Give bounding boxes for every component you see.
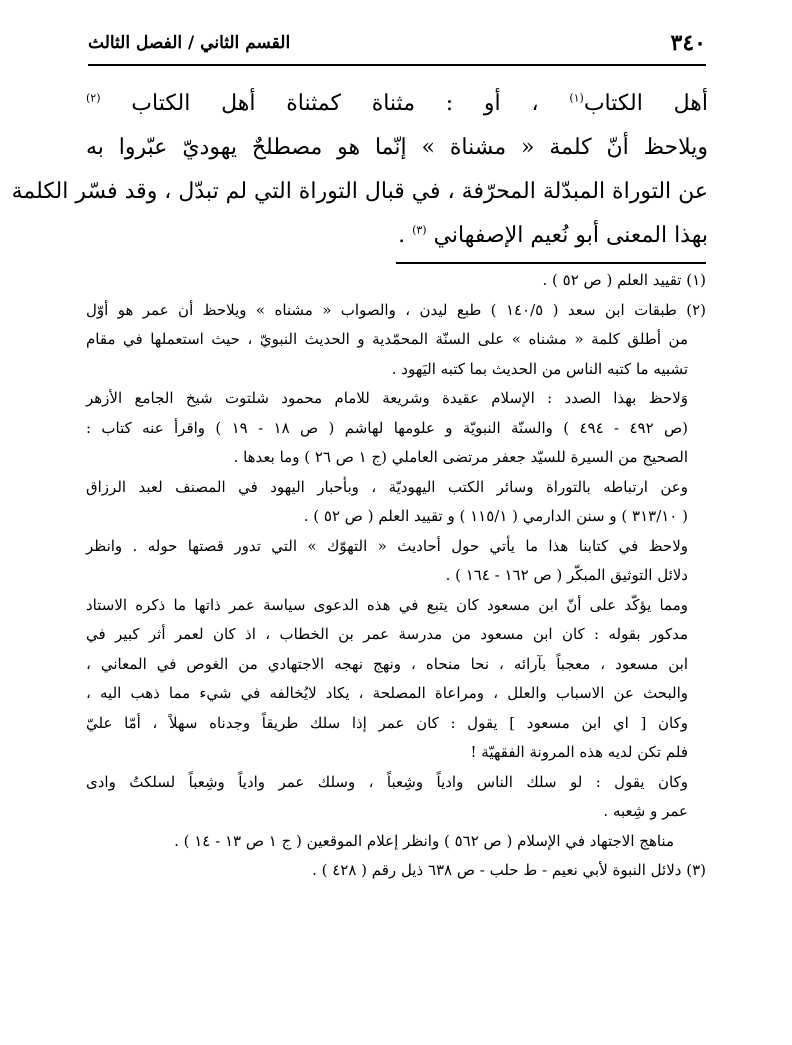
footnote-line: وكان [ اي ابن مسعود ] يقول : كان عمر إذا سلك طريقاً وجدناه سهلاً ، أمّا عليّ xyxy=(86,713,688,732)
body-line: ويلاحظ أنّ كلمة « مشناة » إنّما هو مصطلحٌ يهوديّ عبّروا به xyxy=(86,135,708,160)
footnote-line: وَلاحظ بهذا الصدد : الإسلام عقيدة وشريعة للامام محمود شلتوت شيخ الجامع الأزهر xyxy=(86,389,688,407)
footnote-line: ولاحظ في كتابنا هذا ما يأتي حول أحاديث « التهوّك » التي تدور قصتها حوله . وانظر xyxy=(86,536,688,555)
footnote-ref: (١) xyxy=(569,91,584,105)
footnote-line: الصحيح من السيرة للسيّد جعفر مرتضى العاملي (ج ١ ص ٢٦ ) وما بعدها . xyxy=(233,448,688,466)
header-rule xyxy=(88,64,706,66)
footnote-ref: (٣) xyxy=(412,223,427,237)
footnote-ref: (٢) xyxy=(86,91,101,105)
footnote-line: مدكور بقوله : كان ابن مسعود من مدرسة عمر بن الخطاب ، اذ كان لعمر أثر كبير في xyxy=(86,625,688,643)
footnote-line: ومما يؤكّد على أنّ ابن مسعود كان يتبع في هذه الدعوى سياسة عمر ذاتها ما ذكره الاستاد xyxy=(86,595,688,614)
page-header xyxy=(88,30,706,64)
footnote-line: (٢) طبقات ابن سعد ( ١٤٠/٥ ) طبع ليدن ، والصواب « مشناه » ويلاحظ أن عمر هو أوّل xyxy=(86,300,706,319)
footnote-line: والبحث عن الاسباب والعلل ، ومراعاة المصلحة ، يكاد لايُخالفه في شيء مما ذهب اليه ، xyxy=(86,684,688,702)
footnote-line: ابن مسعود ، معجباً بآرائه ، نحا منحاه ، ونهج نهجه الاجتهادي من الغوص في المعاني ، xyxy=(86,654,688,673)
footnote-line: ( ٣١٣/١٠ ) و سنن الدارمي ( ١١٥/١ ) و تقييد العلم ( ص ٥٢ ) . xyxy=(303,507,688,525)
footnote-line: عمر و شِعبه . xyxy=(603,802,688,820)
footnote-line: (١) تقييد العلم ( ص ٥٢ ) . xyxy=(542,271,706,289)
footnote-line: دلائل التوثيق المبكّر ( ص ١٦٢ - ١٦٤ ) . xyxy=(445,566,688,584)
footnotes xyxy=(86,266,706,886)
body-line: عن التوراة المبدّلة المحرّفة ، في قبال التوراة التي لم تبدّل ، وقد فسّر الكلمة xyxy=(11,179,708,204)
page-number: ٣٤٠ xyxy=(670,30,706,56)
body-line: أهل الكتاب$^{(١)}$ ، أو : مثناة كمثناة أهل الكتاب $^{(٢)}$ xyxy=(86,91,709,116)
footnote-line: من أطلق كلمة « مشناه » على السنّة المحمّدية و الحديث النبويّ ، حيث استعملها في مقام xyxy=(86,330,688,348)
running-head: القسم الثاني / الفصل الثالث xyxy=(88,33,291,53)
footnote-line: وعن ارتباطه بالتوراة وسائر الكتب اليهوديّة ، وبأحبار اليهود في المصنف لعبد الرزاق xyxy=(86,477,688,496)
footnote-line: فلم تكن لديه هذه المرونة الفقهيّة ! xyxy=(470,743,688,761)
footnote-line: مناهج الاجتهاد في الإسلام ( ص ٥٦٢ ) وانظر إعلام الموقعين ( ج ١ ص ١٣ - ١٤ ) . xyxy=(174,831,674,850)
footnote-line: تشبيه ما كتبه الناس من الحديث بما كتبه اليَهود . xyxy=(391,359,688,378)
footnote-line: (ص ٤٩٢ - ٤٩٤ ) والسنّة النبويّة و علومها لهاشم ( ص ١٨ - ١٩ ) واقرأ عنه كتاب : xyxy=(86,418,688,437)
footnote-line: وكان يقول : لو سلك الناس وادياً وشِعباً ، وسلك عمر وادياً وشِعباً لسلكتُ وادى xyxy=(86,772,688,791)
footnote-line: (٣) دلائل النبوة لأبي نعيم - ط حلب - ص ٦٣٨ ذيل رقم ( ٤٢٨ ) . xyxy=(312,861,706,879)
body-line: بهذا المعنى أبو نُعيم الإصفهاني $^{(٣)}$ . xyxy=(398,223,708,248)
footnote-rule xyxy=(396,262,706,264)
main-text xyxy=(11,82,709,258)
